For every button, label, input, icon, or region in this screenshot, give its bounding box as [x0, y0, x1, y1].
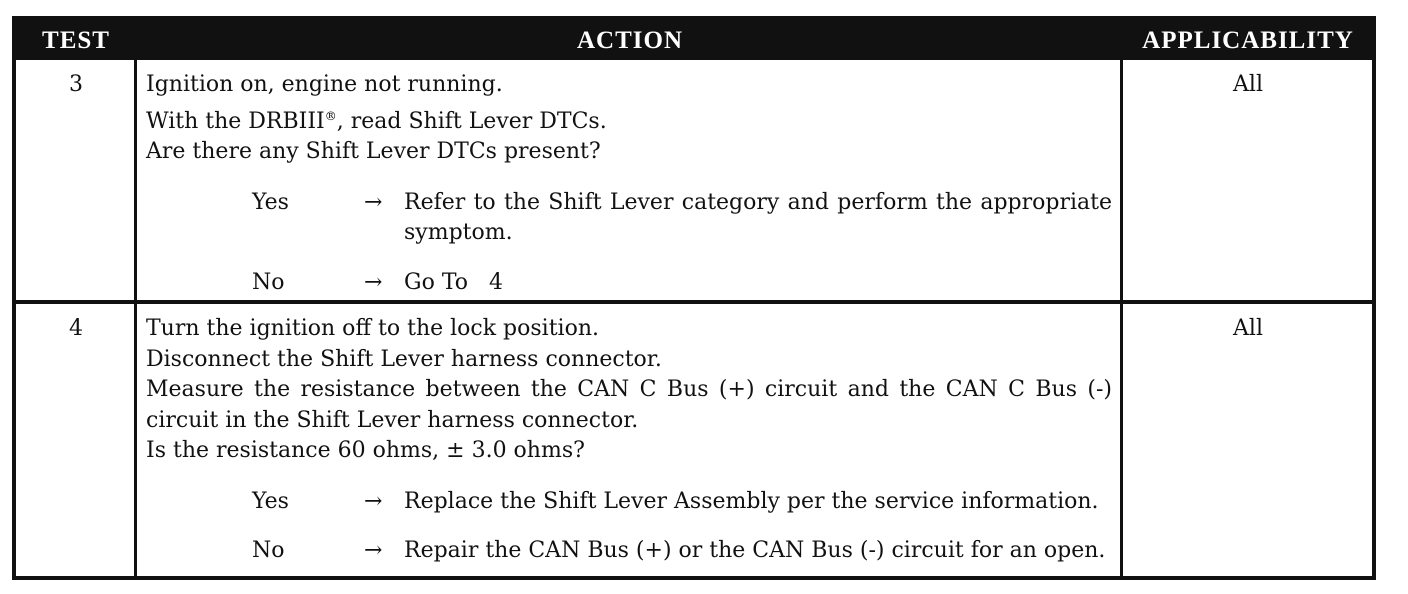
- action-step: Disconnect the Shift Lever harness connector.: [146, 346, 662, 372]
- arrow-right-icon: →: [364, 488, 383, 514]
- action-question: Is the resistance 60 ohms, ± 3.0 ohms?: [146, 438, 585, 463]
- action-step-part: With the DRBIII: [146, 108, 325, 134]
- action-step: [146, 101, 1112, 138]
- applicability-value: All: [1233, 72, 1263, 97]
- arrow-right-icon: →: [364, 189, 383, 215]
- applicability-value: All: [1233, 316, 1263, 341]
- table-header: [16, 20, 1372, 60]
- answer-no: [252, 536, 1112, 567]
- answer-label: Yes: [252, 488, 289, 514]
- answer-label: Yes: [252, 189, 289, 215]
- answer-text: Refer to the Shift Lever category and perform the appropriate symptom.: [404, 189, 1112, 245]
- answer-list: [146, 188, 1112, 299]
- arrow-right-icon: →: [364, 269, 383, 295]
- diagnostic-test-table: [12, 16, 1376, 580]
- action-step-part: , read Shift Lever DTCs.: [336, 108, 607, 134]
- arrow-right-icon: →: [364, 538, 383, 563]
- action-question: Are there any Shift Lever DTCs present?: [146, 139, 601, 164]
- action-cell: [146, 60, 1112, 317]
- answer-yes: [252, 188, 1112, 249]
- answer-no: [252, 268, 1112, 299]
- header-test: TEST: [42, 27, 110, 54]
- table-row: [16, 60, 1372, 300]
- action-cell: [146, 304, 1112, 586]
- table-row: [16, 304, 1372, 580]
- answer-text: Replace the Shift Lever Assembly per the service information.: [404, 488, 1099, 514]
- registered-mark: ®: [324, 108, 337, 123]
- test-number: 3: [69, 72, 83, 97]
- answer-text: Go To 4: [404, 269, 503, 295]
- header-action: ACTION: [576, 27, 683, 54]
- action-step: Turn the ignition off to the lock position.: [146, 316, 599, 341]
- answer-label: No: [252, 538, 285, 563]
- action-step: Ignition on, engine not running.: [146, 72, 503, 97]
- answer-text: Repair the CAN Bus (+) or the CAN Bus (-) circuit for an open.: [404, 538, 1106, 563]
- header-applicability: APPLICABILITY: [1142, 27, 1354, 54]
- answer-label: No: [252, 269, 285, 295]
- action-step: Measure the resistance between the CAN C Bus (+) circuit and the CAN C Bus (-) circuit in the Shift Lever harness connector.: [146, 377, 1112, 433]
- answer-yes: [252, 487, 1112, 518]
- answer-list: [146, 487, 1112, 567]
- test-number: 4: [69, 316, 83, 341]
